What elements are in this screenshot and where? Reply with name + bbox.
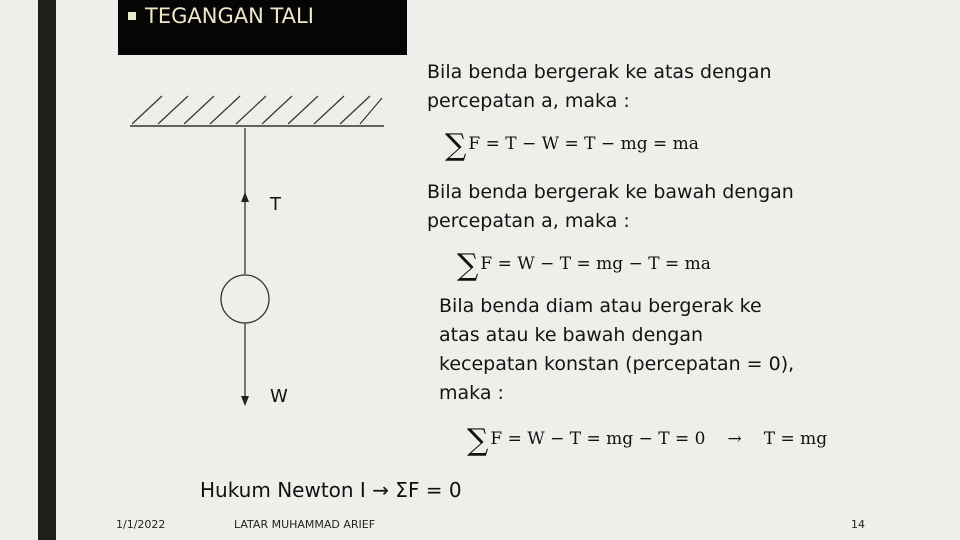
condition-constant-line4: maka : bbox=[439, 382, 504, 404]
equation-down bbox=[457, 246, 711, 281]
condition-constant-line2: atas atau ke bawah dengan bbox=[439, 324, 704, 346]
condition-up-line1: Bila benda bergerak ke atas dengan bbox=[427, 61, 772, 83]
condition-down-line1: Bila benda bergerak ke bawah dengan bbox=[427, 181, 794, 203]
tension-label: T bbox=[270, 194, 281, 215]
equation-down-expr: F = W − T = mg − T = ma bbox=[480, 253, 711, 274]
tension-arrowhead bbox=[241, 192, 249, 202]
pendulum-diagram bbox=[120, 88, 400, 428]
equation-constant-result: T = mg bbox=[763, 428, 828, 449]
ceiling-hatch bbox=[132, 96, 382, 124]
footer-page-number: 14 bbox=[851, 518, 865, 531]
condition-constant-text bbox=[439, 292, 794, 408]
footer-date: 1/1/2022 bbox=[116, 518, 166, 531]
condition-down-line2: percepatan a, maka : bbox=[427, 210, 630, 232]
condition-constant-line1: Bila benda diam atau bergerak ke bbox=[439, 295, 762, 317]
footer-author: LATAR MUHAMMAD ARIEF bbox=[234, 518, 376, 531]
condition-down-text bbox=[427, 178, 794, 236]
equation-up bbox=[445, 126, 699, 161]
equation-up-expr: F = T − W = T − mg = ma bbox=[468, 133, 699, 154]
condition-constant-line3: kecepatan konstan (percepatan = 0), bbox=[439, 353, 795, 375]
implies-arrow-icon: → bbox=[727, 428, 742, 449]
condition-up-text bbox=[427, 58, 772, 116]
slide-title bbox=[128, 4, 314, 28]
sigma-symbol: ∑ bbox=[467, 423, 489, 458]
condition-up-line2: percepatan a, maka : bbox=[427, 90, 630, 112]
mass-circle bbox=[221, 275, 269, 323]
weight-arrowhead bbox=[241, 396, 249, 406]
left-accent-bar bbox=[38, 0, 56, 540]
equation-constant-expr: F = W − T = mg − T = 0 bbox=[490, 428, 706, 449]
weight-label: W bbox=[270, 386, 288, 407]
sigma-symbol: ∑ bbox=[445, 128, 467, 163]
equation-constant bbox=[467, 421, 827, 456]
slide-title-text: TEGANGAN TALI bbox=[145, 4, 314, 28]
newton-law-text: Hukum Newton I → ΣF = 0 bbox=[200, 478, 462, 502]
bullet-icon bbox=[128, 12, 136, 20]
sigma-symbol: ∑ bbox=[457, 248, 479, 283]
